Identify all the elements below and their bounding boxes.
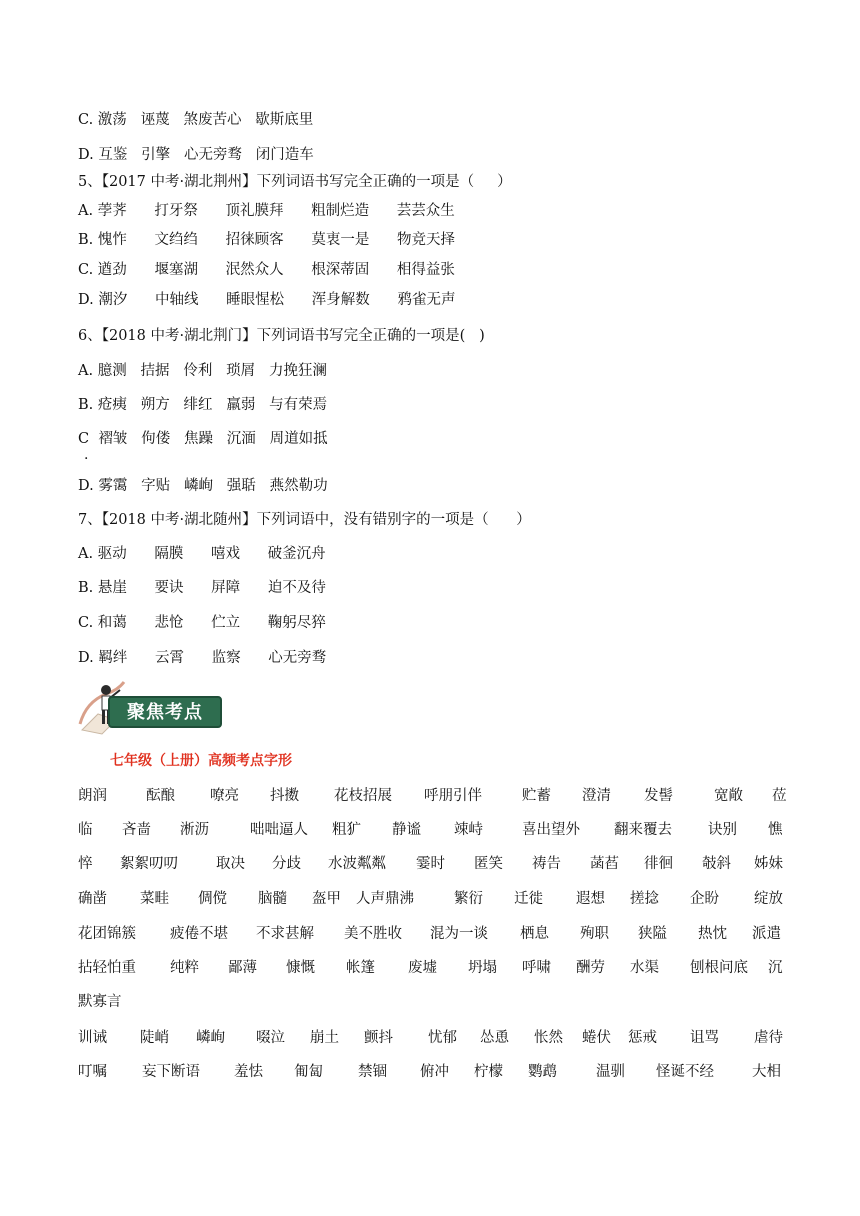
q5-stem: 5、【2017 中考·湖北荆州】下列词语书写完全正确的一项是（ ） — [78, 174, 512, 190]
q4-option-d: D. 互鉴 引擎 心无旁骛 闭门造车 — [78, 147, 314, 163]
vocab-word: 临 — [78, 822, 93, 838]
vocab-word: 粗犷 — [332, 822, 361, 838]
vocab-word: 怂恿 — [480, 1030, 509, 1046]
vocab-word: 絮絮叨叨 — [120, 856, 178, 872]
q7-stem: 7、【2018 中考·湖北随州】下列词语中，没有错别字的一项是（ ） — [78, 512, 531, 528]
vocab-word: 姊妹 — [754, 856, 783, 872]
q6-option-c: C 褶皱 佝偻 焦躁 沉湎 周道如抵 — [78, 431, 328, 447]
vocab-row — [78, 1062, 784, 1082]
vocab-word: 莅 — [772, 788, 787, 804]
vocab-word: 抖擞 — [270, 788, 299, 804]
vocab-word: 竦峙 — [454, 822, 483, 838]
vocab-word: 菜畦 — [140, 891, 169, 907]
vocab-word: 确凿 — [78, 891, 107, 907]
vocab-word: 静谧 — [392, 822, 421, 838]
vocab-word: 遐想 — [576, 891, 605, 907]
vocab-word: 默寡言 — [78, 994, 122, 1010]
vocab-row — [78, 958, 784, 978]
vocab-word: 盔甲 — [312, 891, 341, 907]
q6-stem: 6、【2018 中考·湖北荆门】下列词语书写完全正确的一项是( ) — [78, 328, 485, 344]
q6-option-a: A. 臆测 拮据 伶利 琐屑 力挽狂澜 — [78, 363, 327, 379]
vocab-word: 栖息 — [520, 926, 549, 942]
vocab-word: 贮蓄 — [522, 788, 551, 804]
vocab-word: 酬劳 — [576, 960, 605, 976]
vocab-word: 大相 — [752, 1064, 781, 1080]
vocab-word: 宽敞 — [714, 788, 743, 804]
vocab-word: 匿笑 — [474, 856, 503, 872]
vocab-row — [78, 992, 784, 1012]
vocab-word: 诅骂 — [690, 1030, 719, 1046]
vocab-word: 匍匐 — [294, 1064, 323, 1080]
vocab-word: 温驯 — [596, 1064, 625, 1080]
q7-option-c: C. 和蔼 悲怆 伫立 鞠躬尽猝 — [78, 615, 326, 631]
vocab-word: 菡萏 — [590, 856, 619, 872]
vocab-word: 嶙峋 — [196, 1030, 225, 1046]
vocab-word: 呼朋引伴 — [424, 788, 482, 804]
vocab-word: 蜷伏 — [582, 1030, 611, 1046]
vocab-word: 帐篷 — [346, 960, 375, 976]
vocab-word: 训诫 — [78, 1030, 107, 1046]
vocab-word: 柠檬 — [474, 1064, 503, 1080]
vocab-word: 坍塌 — [468, 960, 497, 976]
vocab-word: 吝啬 — [122, 822, 151, 838]
vocab-word: 颤抖 — [364, 1030, 393, 1046]
vocab-row — [78, 889, 784, 909]
focus-badge-label: 聚焦考点 — [127, 702, 203, 723]
q7-option-a: A. 驱动 隔膜 嘻戏 破釜沉舟 — [78, 546, 326, 562]
vocab-word: 崩土 — [310, 1030, 339, 1046]
vocab-word: 嘹亮 — [210, 788, 239, 804]
q6-option-b: B. 疮痍 朔方 绯红 羸弱 与有荣焉 — [78, 397, 328, 413]
vocab-word: 酝酿 — [146, 788, 175, 804]
vocab-row — [78, 854, 784, 874]
vocab-word: 分歧 — [272, 856, 301, 872]
focus-badge — [76, 676, 226, 736]
vocab-word: 憔 — [768, 822, 783, 838]
vocab-word: 搓捻 — [630, 891, 659, 907]
vocab-word: 纯粹 — [170, 960, 199, 976]
q7-option-d: D. 羁绊 云霄 监察 心无旁骛 — [78, 650, 327, 666]
vocab-word: 人声鼎沸 — [356, 891, 414, 907]
focus-badge-box — [108, 696, 222, 728]
vocab-word: 废墟 — [408, 960, 437, 976]
q6-option-d: D. 雾霭 字贴 嶙峋 强聒 燕然勒功 — [78, 478, 328, 494]
vocab-word: 迁徙 — [514, 891, 543, 907]
q4-option-c: C. 激荡 诬蔑 煞废苦心 歇斯底里 — [78, 112, 314, 128]
vocab-word: 倜傥 — [198, 891, 227, 907]
vocab-word: 怅然 — [534, 1030, 563, 1046]
vocab-word: 热忱 — [698, 926, 727, 942]
vocab-word: 刨根问底 — [690, 960, 748, 976]
vocab-word: 不求甚解 — [256, 926, 314, 942]
vocab-word: 花团锦簇 — [78, 926, 136, 942]
vocab-word: 祷告 — [532, 856, 561, 872]
vocab-word: 混为一谈 — [430, 926, 488, 942]
vocab-row — [78, 820, 784, 840]
q5-option-d: D. 潮汐 中轴线 睡眼惺松 浑身解数 鸦雀无声 — [78, 292, 456, 308]
vocab-word: 朗润 — [78, 788, 107, 804]
vocab-word: 狭隘 — [638, 926, 667, 942]
vocab-word: 绽放 — [754, 891, 783, 907]
vocab-word: 沉 — [768, 960, 783, 976]
vocab-word: 派遣 — [752, 926, 781, 942]
vocab-word: 霎时 — [416, 856, 445, 872]
vocab-word: 咄咄逼人 — [250, 822, 308, 838]
vocab-word: 鄙薄 — [228, 960, 257, 976]
vocab-word: 美不胜收 — [344, 926, 402, 942]
vocab-row — [78, 924, 784, 944]
vocab-word: 鹦鹉 — [528, 1064, 557, 1080]
vocab-word: 陡峭 — [140, 1030, 169, 1046]
vocab-word: 翻来覆去 — [614, 822, 672, 838]
vocab-word: 禁锢 — [358, 1064, 387, 1080]
vocab-word: 花枝招展 — [334, 788, 392, 804]
vocab-word: 怪诞不经 — [656, 1064, 714, 1080]
q5-option-c: C. 遒劲 堰塞湖 泯然众人 根深蒂固 相得益张 — [78, 262, 455, 278]
vocab-word: 慷慨 — [286, 960, 315, 976]
vocab-row — [78, 1028, 784, 1048]
vocab-word: 拈轻怕重 — [78, 960, 136, 976]
vocab-word: 繁衍 — [454, 891, 483, 907]
vocab-word: 叮嘱 — [78, 1064, 107, 1080]
q5-option-b: B. 愧怍 文绉绉 招徕顾客 莫衷一是 物竞天择 — [78, 232, 455, 248]
vocab-row — [78, 786, 787, 806]
vocab-word: 澄清 — [582, 788, 611, 804]
vocab-word: 喜出望外 — [522, 822, 580, 838]
vocab-word: 取决 — [216, 856, 245, 872]
vocab-word: 妄下断语 — [142, 1064, 200, 1080]
vocab-word: 惩戒 — [628, 1030, 657, 1046]
vocab-word: 水波粼粼 — [328, 856, 386, 872]
q7-option-b: B. 悬崖 要诀 屏障 迫不及待 — [78, 580, 326, 596]
vocab-word: 殉职 — [580, 926, 609, 942]
q6-option-c-dot: · — [84, 451, 89, 467]
vocab-word: 淅沥 — [180, 822, 209, 838]
vocab-word: 啜泣 — [256, 1030, 285, 1046]
vocab-word: 徘徊 — [644, 856, 673, 872]
vocab-word: 呼啸 — [522, 960, 551, 976]
vocab-word: 企盼 — [690, 891, 719, 907]
vocab-word: 羞怯 — [234, 1064, 263, 1080]
vocab-word: 发髻 — [644, 788, 673, 804]
vocab-word: 诀别 — [708, 822, 737, 838]
vocab-word: 疲倦不堪 — [170, 926, 228, 942]
vocab-word: 虐待 — [754, 1030, 783, 1046]
vocab-word: 脑髓 — [258, 891, 287, 907]
q5-option-a: A. 荸荠 打牙祭 顶礼膜拜 粗制烂造 芸芸众生 — [78, 203, 455, 219]
vocab-word: 俯冲 — [420, 1064, 449, 1080]
vocab-word: 攲斜 — [702, 856, 731, 872]
vocab-word: 忧郁 — [428, 1030, 457, 1046]
vocab-word: 悴 — [78, 856, 93, 872]
section-title: 七年级（上册）高频考点字形 — [110, 753, 292, 769]
vocab-word: 水渠 — [630, 960, 659, 976]
